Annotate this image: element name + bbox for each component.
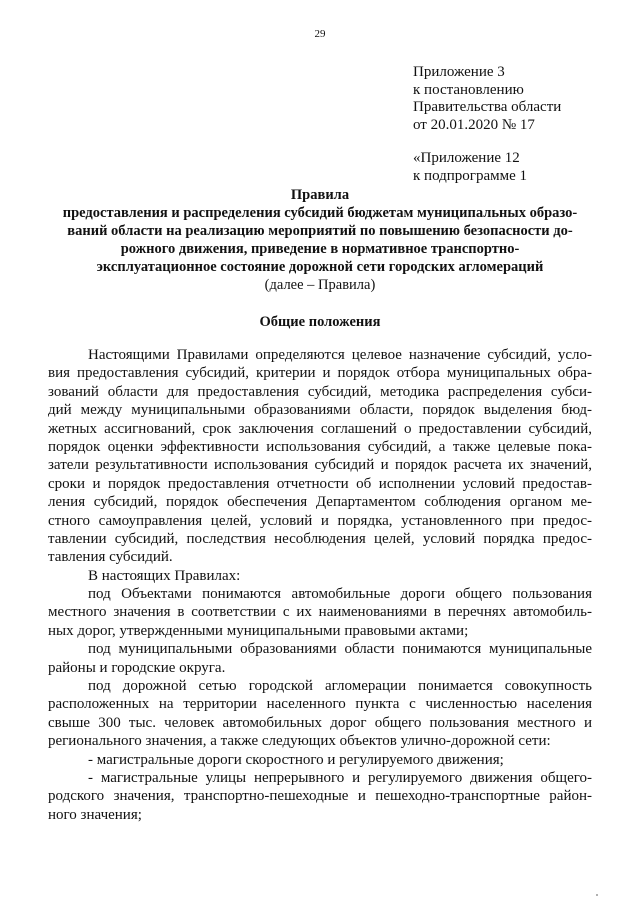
appendix-line: Приложение 3	[413, 64, 505, 80]
body-line: порядок оценки эффективности использования субсидий, а также целевые пока-	[48, 438, 592, 455]
page-number: 29	[314, 28, 326, 40]
appendix-line: к постановлению	[413, 81, 524, 98]
body-line: - магистральные улицы непрерывного и регулируемого движения общего-	[88, 769, 592, 786]
body-line: свыше 300 тыс. человек автомобильных дорог общего пользования местного и	[48, 714, 592, 731]
title-note: (далее – Правила)	[264, 277, 376, 293]
body-line: зований области для предоставления субсидий, методика распределения субси-	[48, 383, 592, 400]
appendix-reference-block	[413, 150, 527, 185]
title-line: предоставления и распределения субсидий бюджетам муниципальных образо-	[62, 205, 578, 221]
body-line: В настоящих Правилах:	[88, 567, 241, 584]
body-line: вия предоставления субсидий, критерии и порядок отбора муниципальных обра-	[48, 365, 592, 382]
body-line: тавлении субсидий, последствия несоблюдения целей, условий порядка предос-	[48, 530, 592, 547]
appendix-line: к подпрограмме 1	[413, 167, 527, 184]
appendix-line: «Приложение 12	[413, 150, 520, 166]
body-line: местного значения в соответствии с их наименованиями в перечнях автомобиль-	[48, 604, 592, 621]
body-line: районы и городские округа.	[48, 659, 226, 676]
title-heading: Правила	[290, 187, 350, 203]
body-line: сроки и порядок предоставления отчетности об исполнении условий предостав-	[48, 475, 592, 492]
body-line: ления субсидий, порядок обеспечения Департаментом соблюдения органом ме-	[48, 494, 592, 511]
scan-speck	[596, 894, 598, 896]
body-line: дий между муниципальными образованиями области, порядок выделения бюд-	[48, 402, 592, 419]
body-line: жетных ассигнований, срок заключения соглашений о предоставлении субсидий,	[48, 420, 592, 437]
title-line: эксплуатационное состояние дорожной сети городских агломераций	[96, 259, 544, 275]
body-line: под муниципальными образованиями области понимаются муниципальные	[88, 641, 592, 658]
body-line: ных дорог, утвержденными муниципальными правовыми актами;	[48, 622, 469, 639]
body-line: стного самоуправления целей, условий и порядка, установленного при предос-	[48, 512, 592, 529]
body-text	[48, 346, 592, 824]
appendix-line: от 20.01.2020 № 17	[413, 116, 535, 133]
body-line: Настоящими Правилами определяются целевое назначение субсидий, усло-	[88, 347, 592, 363]
appendix-line: Правительства области	[413, 99, 562, 115]
body-line: затели результативности использования субсидий и порядок расчета их значений,	[48, 457, 592, 474]
section-heading: Общие положения	[259, 314, 381, 330]
body-line: ного значения;	[48, 806, 142, 823]
body-line: под дорожной сетью городской агломерации понимается совокупность	[88, 678, 592, 695]
document-title	[48, 186, 592, 294]
body-line: родского значения, транспортно-пешеходные и пешеходно-транспортные район-	[48, 788, 592, 805]
title-line: рожного движения, приведение в нормативное транспортно-	[120, 241, 520, 257]
title-line: ваний области на реализацию мероприятий по повышению безопасности до-	[67, 223, 573, 239]
body-line: регионального значения, а также следующих объектов улично-дорожной сети:	[48, 733, 551, 750]
appendix-block	[413, 64, 561, 134]
body-line: под Объектами понимаются автомобильные дороги общего пользования	[88, 586, 592, 603]
body-line: тавления субсидий.	[48, 549, 173, 566]
body-line: - магистральные дороги скоростного и регулируемого движения;	[88, 751, 504, 768]
body-line: расположенных на территории населенного пункта с численностью населения	[48, 696, 592, 713]
